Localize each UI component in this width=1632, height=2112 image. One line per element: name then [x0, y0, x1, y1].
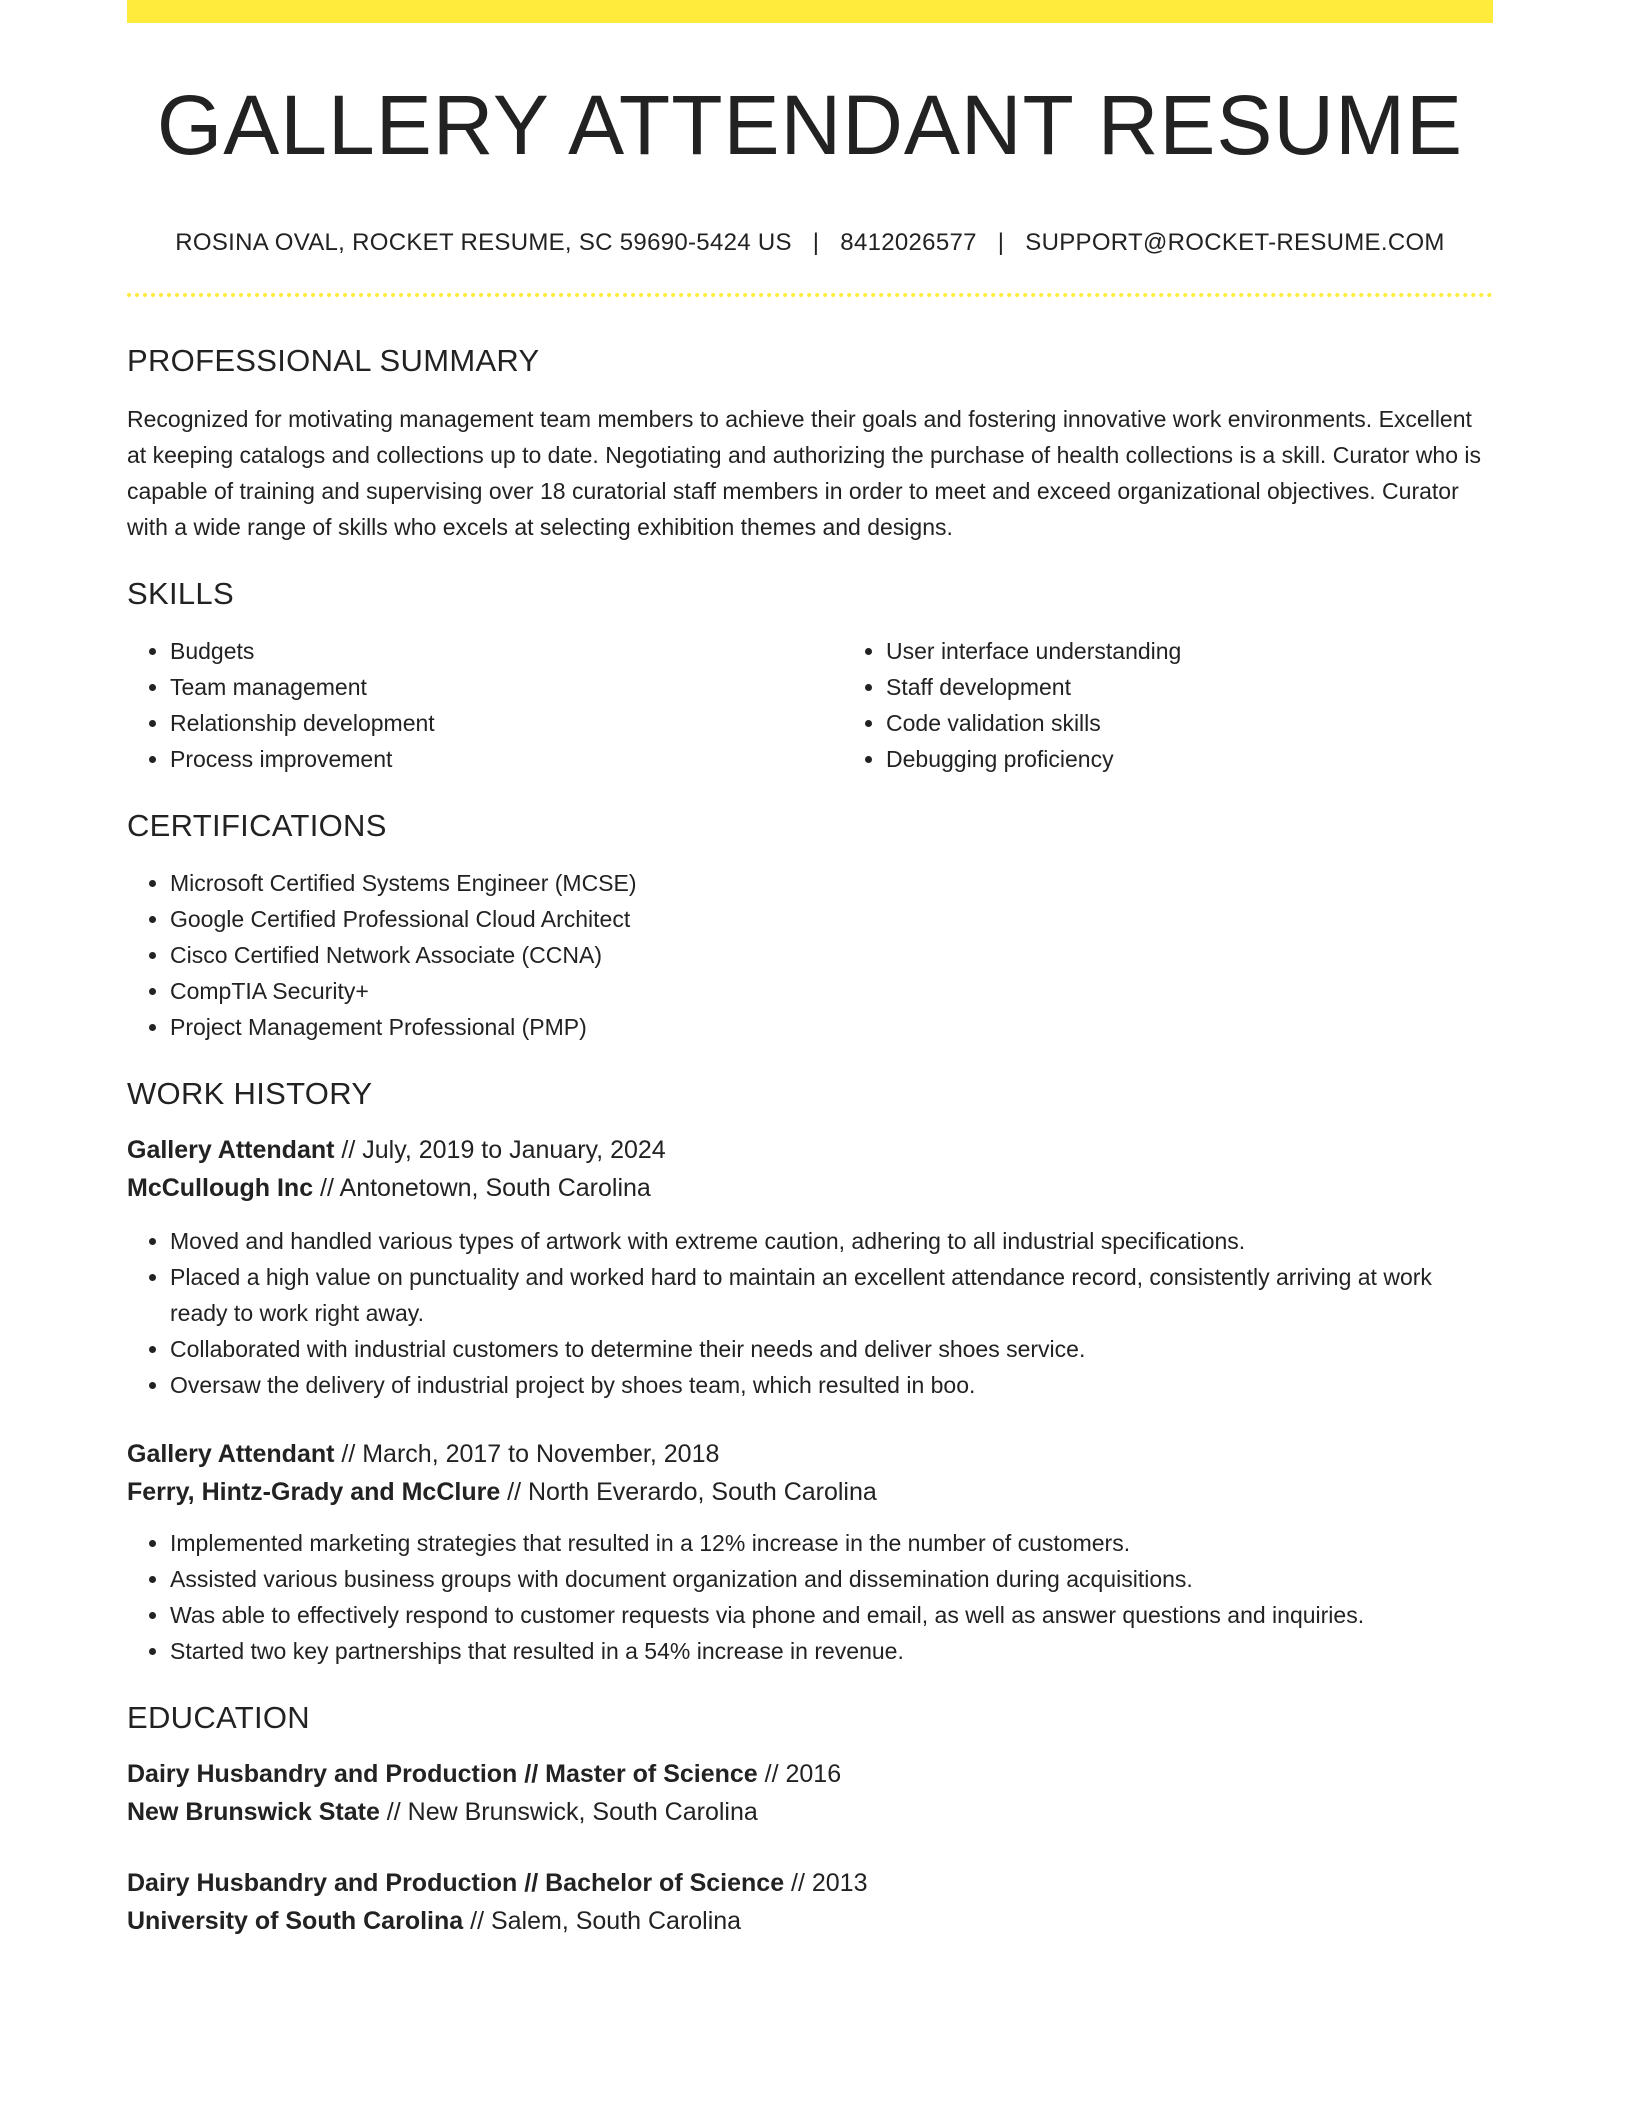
job-bullets — [127, 1223, 1493, 1403]
education-location: // New Brunswick, South Carolina — [379, 1798, 758, 1826]
education-degree-line — [127, 1864, 1493, 1902]
section-heading-skills: SKILLS — [127, 576, 234, 611]
education-school: University of South Carolina — [127, 1907, 464, 1935]
job-entry — [127, 1435, 1493, 1669]
contact-separator: | — [997, 229, 1005, 256]
list-item: • Staff development — [886, 669, 1559, 705]
education-entry — [127, 1864, 1493, 1940]
job-title-line — [127, 1435, 1493, 1473]
list-item: • Moved and handled various types of artwork with extreme caution, adhering to all industrial specifications. — [170, 1223, 1493, 1259]
list-item: • Started two key partnerships that resulted in a 54% increase in revenue. — [170, 1633, 1493, 1669]
skills-list-right — [843, 633, 1559, 777]
education-location: // Salem, South Carolina — [463, 1907, 742, 1935]
job-title: Gallery Attendant — [127, 1136, 335, 1164]
list-item: • Project Management Professional (PMP) — [170, 1009, 1493, 1045]
contact-email: SUPPORT@ROCKET-RESUME.COM — [1025, 229, 1445, 256]
job-dates: // March, 2017 to November, 2018 — [334, 1440, 720, 1468]
list-item: • User interface understanding — [886, 633, 1559, 669]
contact-phone: 8412026577 — [840, 229, 977, 256]
list-item: • Process improvement — [170, 741, 843, 777]
section-heading-summary: PROFESSIONAL SUMMARY — [127, 343, 540, 378]
list-item: • Team management — [170, 669, 843, 705]
skills-list-left — [127, 633, 843, 777]
education-school: New Brunswick State — [127, 1798, 380, 1826]
list-item: • Was able to effectively respond to customer requests via phone and email, as well as answer questions and inquiries. — [170, 1597, 1493, 1633]
section-heading-certifications: CERTIFICATIONS — [127, 808, 387, 843]
job-company: McCullough Inc — [127, 1174, 314, 1202]
summary-text: Recognized for motivating management team members to achieve their goals and fostering innovative work environments. Excellent at keeping catalogs and collections up to date. Negotiating and authorizing the purchase of health collections is a skill. Curator who is capable of training and supervising over 18 curatorial staff members in order to meet and exceed organizational objectives. Curator with a wide range of skills who excels at selecting exhibition themes and designs. — [127, 406, 1481, 540]
job-company-line — [127, 1473, 1493, 1511]
list-item: • Assisted various business groups with document organization and dissemination during acquisitions. — [170, 1561, 1493, 1597]
job-entry — [127, 1131, 1493, 1403]
accent-bar — [127, 0, 1493, 23]
list-item: • Budgets — [170, 633, 843, 669]
resume-page — [127, 0, 1493, 1940]
job-location: // Antonetown, South Carolina — [313, 1174, 651, 1202]
list-item: • Oversaw the delivery of industrial project by shoes team, which resulted in boo. — [170, 1367, 1493, 1403]
job-bullets — [127, 1525, 1493, 1669]
education-degree-line — [127, 1755, 1493, 1793]
education-year: // 2016 — [757, 1760, 842, 1788]
contact-separator: | — [812, 229, 820, 256]
list-item: • CompTIA Security+ — [170, 973, 1493, 1009]
list-item: • Implemented marketing strategies that resulted in a 12% increase in the number of customers. — [170, 1525, 1493, 1561]
job-company: Ferry, Hintz-Grady and McClure — [127, 1478, 501, 1506]
education-school-line — [127, 1793, 1493, 1831]
education-year: // 2013 — [784, 1869, 868, 1897]
dotted-divider — [127, 293, 1493, 297]
certifications-list — [127, 865, 1493, 1045]
job-dates: // July, 2019 to January, 2024 — [334, 1136, 666, 1164]
job-company-line — [127, 1169, 1493, 1207]
list-item: • Cisco Certified Network Associate (CCNA) — [170, 937, 1493, 973]
education-school-line — [127, 1902, 1493, 1940]
list-item: • Microsoft Certified Systems Engineer (MCSE) — [170, 865, 1493, 901]
list-item: • Collaborated with industrial customers to determine their needs and deliver shoes service. — [170, 1331, 1493, 1367]
contact-address: ROSINA OVAL, ROCKET RESUME, SC 59690-5424 US — [175, 229, 792, 256]
job-title-line — [127, 1131, 1493, 1169]
list-item: • Placed a high value on punctuality and worked hard to maintain an excellent attendance record, consistently arriving at work ready to work right away. — [170, 1259, 1493, 1331]
list-item: • Code validation skills — [886, 705, 1559, 741]
education-degree: Dairy Husbandry and Production // Master of Science — [127, 1760, 758, 1788]
page-title: GALLERY ATTENDANT RESUME — [156, 78, 1464, 172]
job-title: Gallery Attendant — [127, 1440, 335, 1468]
skills-grid — [127, 633, 1493, 777]
list-item: • Google Certified Professional Cloud Architect — [170, 901, 1493, 937]
contact-line — [127, 231, 1493, 255]
section-heading-work-history: WORK HISTORY — [127, 1076, 373, 1111]
education-entry — [127, 1755, 1493, 1831]
list-item: • Relationship development — [170, 705, 843, 741]
section-heading-education: EDUCATION — [127, 1700, 310, 1735]
education-degree: Dairy Husbandry and Production // Bachelor of Science — [127, 1869, 785, 1897]
list-item: • Debugging proficiency — [886, 741, 1559, 777]
job-location: // North Everardo, South Carolina — [500, 1478, 877, 1506]
